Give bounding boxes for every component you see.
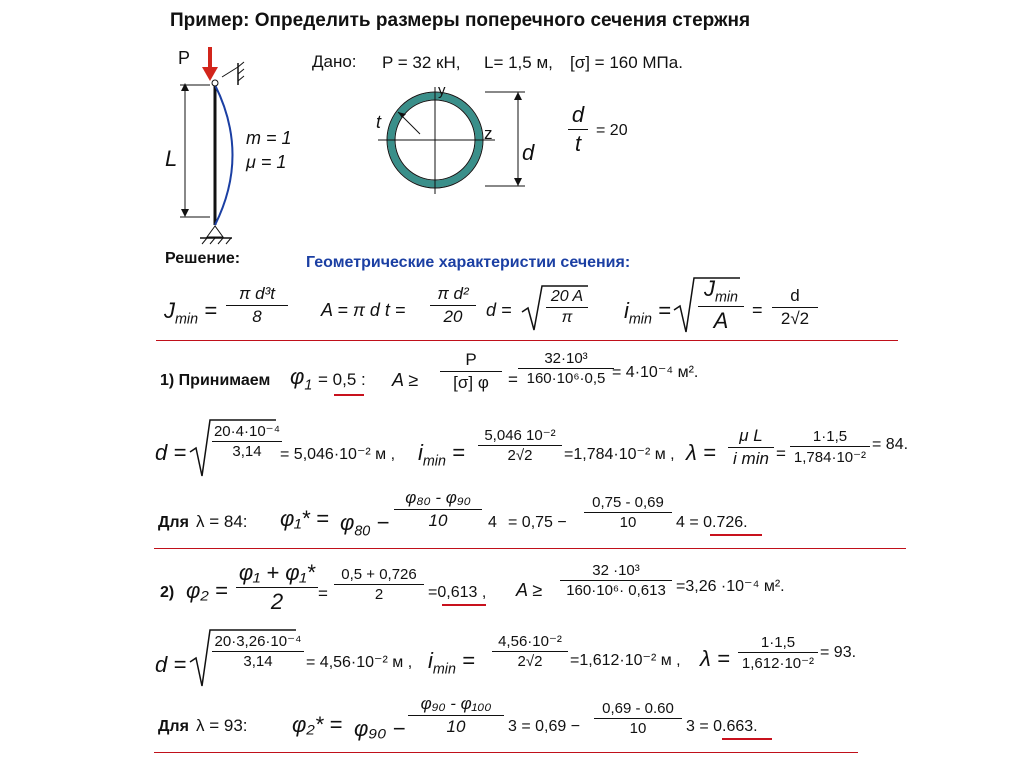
section-d-label: d	[522, 140, 535, 165]
step1-lambda-equals: =	[776, 444, 786, 463]
imin-result-fraction: d 2√2	[772, 286, 818, 329]
solution-label: Решение:	[165, 250, 241, 267]
step2-avg-result: =0,613 ,	[428, 584, 487, 601]
step2-d-result: = 4,56·10⁻² м ,	[306, 654, 413, 671]
step2-avg2-fraction: 0,5 + 0,726 2	[334, 566, 424, 603]
step1-phi-star: φ₁* =	[280, 506, 329, 531]
step2-area-result: =3,26 ·10⁻⁴ м².	[676, 578, 785, 595]
step2-imin: $i_{min}$ =	[428, 648, 475, 678]
divider-2	[154, 548, 906, 549]
step2-phi90: φ₉₀ −	[354, 716, 406, 741]
step2-area-ge: A ≥	[516, 580, 543, 600]
geometry-title: Геометрические характеристии сечения:	[306, 254, 631, 271]
step1-phi: $\varphi_1$	[290, 364, 313, 394]
step2-label: 2)	[160, 584, 175, 601]
diagram-l-label: L	[165, 146, 178, 171]
section-z-label: z	[484, 124, 493, 143]
d-formula: d =	[486, 300, 512, 320]
divider-3	[154, 752, 858, 753]
step2-imin-fraction: 4,56·10⁻² 2√2	[492, 632, 568, 670]
area-fraction: π d² 20	[430, 284, 476, 327]
given-l: L= 1,5 м,	[484, 53, 553, 72]
step1-equals: =	[508, 370, 518, 389]
step2-tail: 3 = 0.663.	[686, 718, 758, 735]
step1-lambda: λ =	[686, 440, 716, 465]
step1-phi80: $\varphi_{80}$ −	[340, 510, 390, 540]
step2-phi: φ₂ =	[186, 578, 228, 603]
divider-1	[156, 340, 898, 341]
step1-lambda-num-fraction: 1·1,5 1,784·10⁻²	[790, 428, 870, 466]
imin-fraction: $J_{min}$ A	[698, 276, 744, 334]
step2-phi-star: φ₂* =	[292, 712, 343, 737]
diagram-mu-label: μ = 1	[246, 152, 287, 172]
step2-eq2: 3 = 0,69 −	[508, 718, 581, 735]
imin-symbol: $i_{min}$ =	[624, 298, 671, 328]
step1-underline-result	[710, 534, 762, 536]
step2-d-fraction: 20·3,26·10⁻⁴ 3,14	[212, 632, 304, 670]
area-formula: A = π d t =	[321, 300, 406, 320]
step1-d-fraction: 20·4·10⁻⁴ 3,14	[213, 423, 281, 460]
step1-num-fraction: 0,75 - 0,69 10	[584, 494, 672, 531]
step1-underline-phi	[334, 394, 364, 396]
step1-area-result: = 4·10⁻⁴ м².	[612, 364, 699, 381]
step2-imin-result: =1,612·10⁻² м ,	[570, 652, 681, 669]
page-title: Пример: Определить размеры поперечного сечения стержня	[170, 10, 751, 31]
jmin-fraction: π d³t 8	[226, 284, 288, 327]
step2-area-fraction: 32 ·10³ 160·10⁶· 0,613	[560, 562, 672, 599]
step1-frac-num: 32·10³ 160·10⁶·0,5	[518, 350, 614, 387]
step2-for-label: Для	[158, 718, 189, 735]
step2-lambda-result: = 93.	[820, 644, 857, 661]
given-sigma: [σ] = 160 МПа.	[570, 53, 683, 72]
step1-tail: 4 = 0.726.	[676, 514, 748, 531]
step2-num-fraction: 0,69 - 0.60 10	[594, 700, 682, 737]
step1-for-label: Для	[158, 514, 189, 531]
imin-equals: =	[752, 300, 763, 320]
step2-underline-phi	[442, 604, 486, 606]
step1-mul4: 4	[488, 514, 497, 531]
step2-lambda-fraction: 1·1,5 1,612·10⁻²	[738, 634, 818, 672]
step1-lambda-fraction: μ L i min	[728, 426, 774, 469]
step1-eq2: = 0,75 −	[508, 514, 567, 531]
step1-imin: $i_{min}$ =	[418, 440, 465, 470]
step1-label: 1) Принимаем	[160, 372, 271, 389]
ratio-value: = 20	[596, 122, 628, 139]
step2-equals: =	[318, 584, 328, 603]
given-label: Дано:	[312, 52, 357, 71]
step1-phi-diff: φ₈₀ - φ₉₀ 10	[394, 488, 482, 531]
step1-imin-fraction: 5,046 10⁻² 2√2	[478, 426, 562, 464]
step2-underline-result	[722, 738, 772, 740]
step1-phi-value: = 0,5 :	[318, 370, 366, 389]
step1-frac-p: P [σ] φ	[440, 350, 502, 393]
jmin-symbol: $J_{min}$ =	[164, 298, 218, 328]
step2-d-eq: d =	[155, 652, 187, 677]
step2-lambda-93: λ = 93:	[196, 716, 248, 735]
step1-lambda-84: λ = 84:	[196, 512, 248, 531]
step2-avg-fraction: φ₁ + φ₁* 2	[236, 560, 318, 615]
diagram-m-label: m = 1	[246, 128, 292, 148]
step1-imin-result: =1,784·10⁻² м ,	[564, 446, 675, 463]
step1-d-eq: d =	[155, 440, 187, 465]
step1-d-result: = 5,046·10⁻² м ,	[280, 446, 396, 463]
step1-area-ge: A ≥	[392, 370, 419, 390]
step1-lambda-result: = 84.	[872, 436, 909, 453]
step2-phi-diff: φ₉₀ - φ₁₀₀ 10	[408, 694, 504, 737]
ratio-fraction: d t	[568, 102, 588, 157]
section-t-label: t	[376, 112, 382, 132]
section-y-label: y	[438, 82, 446, 99]
d-fraction: 20 A π	[546, 288, 588, 327]
step2-lambda: λ =	[700, 646, 730, 671]
diagram-p-label: P	[178, 48, 191, 68]
given-p: P = 32 кН,	[382, 53, 461, 72]
